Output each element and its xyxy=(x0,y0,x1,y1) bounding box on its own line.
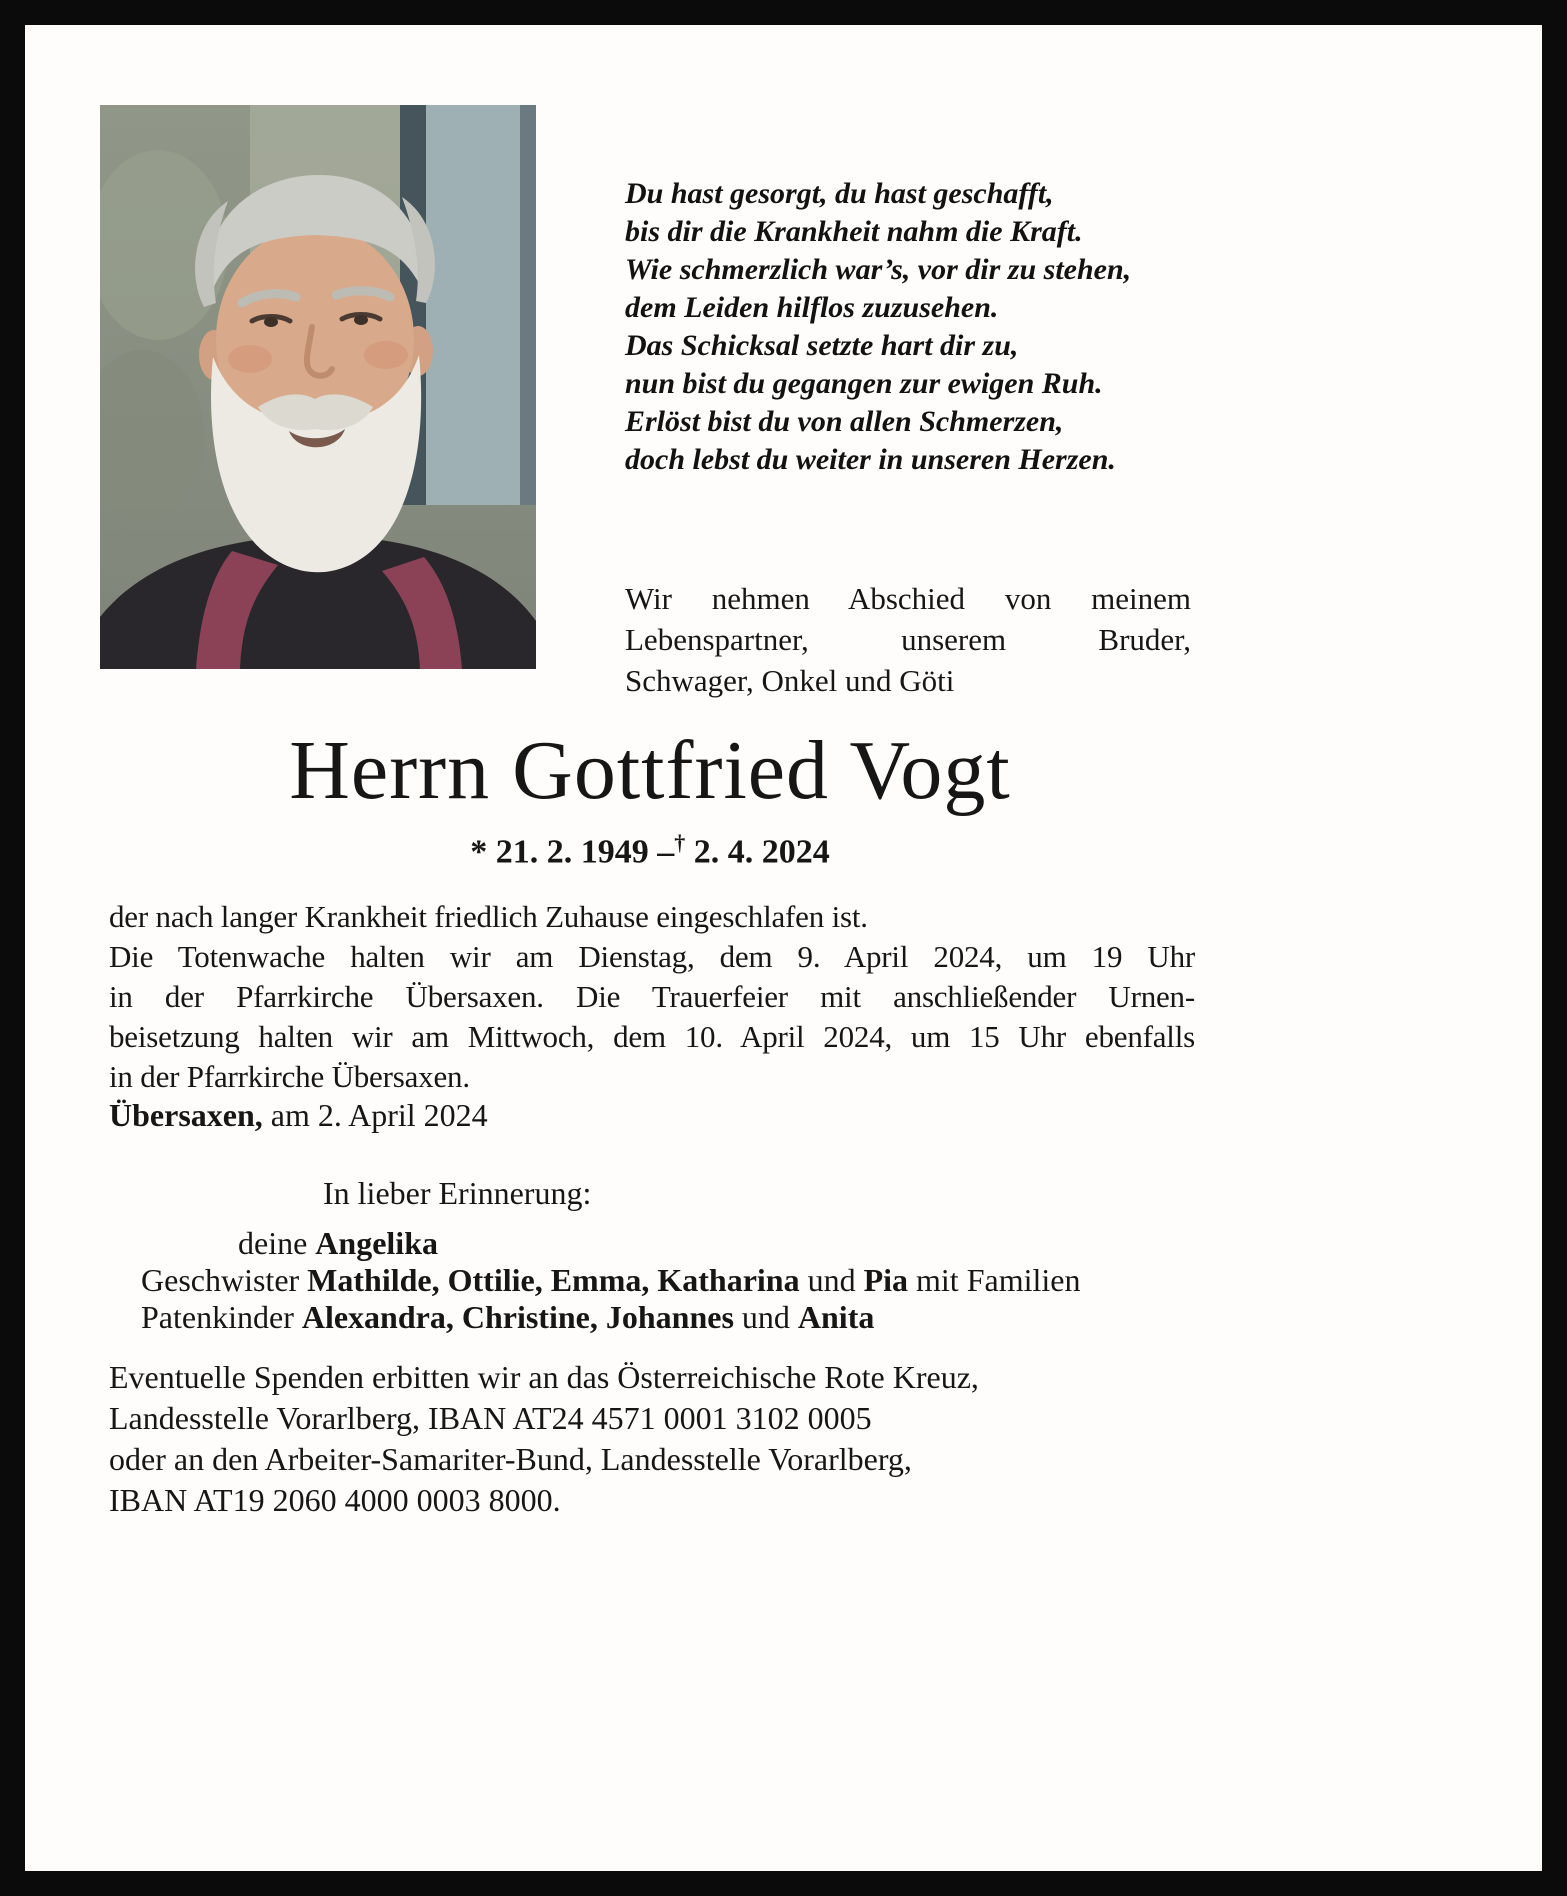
announcement-line: der nach langer Krankheit friedlich Zuhause eingeschlafen ist. xyxy=(109,899,868,934)
donation-line: Eventuelle Spenden erbitten wir an das Österreichische Rote Kreuz, xyxy=(109,1359,979,1395)
announcement-line: in der Pfarrkirche Übersaxen. xyxy=(109,1059,470,1094)
date-text: am 2. April 2024 xyxy=(262,1097,488,1133)
siblings-line xyxy=(141,1262,1080,1299)
poem-line: Erlöst bist du von allen Schmerzen, xyxy=(625,405,1064,438)
life-dates xyxy=(109,830,1191,871)
remembrance-heading: In lieber Erinnerung: xyxy=(323,1175,592,1211)
godchildren-name2: Anita xyxy=(797,1299,875,1335)
godchildren-mid: und xyxy=(733,1299,798,1335)
intro-line: Schwager, Onkel und Göti xyxy=(625,663,955,698)
donation-line: IBAN AT19 2060 4000 0003 8000. xyxy=(109,1482,561,1518)
siblings-suffix: mit Familien xyxy=(908,1262,1081,1298)
godchildren-names: Alexandra, Christine, Johannes xyxy=(301,1299,734,1335)
farewell-intro xyxy=(625,578,1191,701)
siblings-prefix: Geschwister xyxy=(141,1262,308,1298)
date-separator: – xyxy=(657,833,675,871)
dagger-icon: † xyxy=(674,830,686,855)
announcement-line: Die Totenwache halten wir am Dienstag, dem 9. April 2024, um 19 Uhr xyxy=(109,939,1195,974)
memorial-card xyxy=(25,25,1542,1871)
poem-line: Wie schmerzlich war’s, vor dir zu stehen, xyxy=(625,253,1132,286)
poem-line: nun bist du gegangen zur ewigen Ruh. xyxy=(625,367,1103,400)
deceased-name: Herrn Gottfried Vogt xyxy=(289,724,1011,817)
death-date: 2. 4. 2024 xyxy=(693,833,830,871)
memorial-poem xyxy=(625,175,1131,479)
poem-line: Du hast gesorgt, du hast geschafft, xyxy=(625,177,1054,210)
poem-line: dem Leiden hilflos zuzusehen. xyxy=(625,291,999,324)
place-name: Übersaxen, xyxy=(109,1097,263,1133)
birth-date: * 21. 2. 1949 xyxy=(470,833,649,871)
dateline xyxy=(109,1097,488,1134)
intro-line: Wir nehmen Abschied von meinem xyxy=(625,581,1191,616)
siblings-names: Mathilde, Ottilie, Emma, Katharina xyxy=(307,1262,800,1298)
donation-line: oder an den Arbeiter-Samariter-Bund, Landesstelle Vorarlberg, xyxy=(109,1441,912,1477)
siblings-mid: und xyxy=(799,1262,864,1298)
donation-line: Landesstelle Vorarlberg, IBAN AT24 4571 0001 3102 0005 xyxy=(109,1400,872,1436)
poem-line: Das Schicksal setzte hart dir zu, xyxy=(625,329,1019,362)
godchildren-prefix: Patenkinder xyxy=(141,1299,302,1335)
portrait-photo xyxy=(100,105,536,669)
announcement-line: in der Pfarrkirche Übersaxen. Die Trauerfeier mit anschließender Urnen- xyxy=(109,979,1195,1014)
funeral-announcement xyxy=(109,897,1195,1097)
poem-line: bis dir die Krankheit nahm die Kraft. xyxy=(625,215,1083,248)
announcement-line: beisetzung halten wir am Mittwoch, dem 10. April 2024, um 15 Uhr ebenfalls xyxy=(109,1019,1195,1054)
siblings-name2: Pia xyxy=(863,1262,909,1298)
donation-info xyxy=(109,1357,1199,1521)
partner-line xyxy=(238,1225,438,1262)
partner-name: Angelika xyxy=(315,1225,438,1261)
intro-line: Lebenspartner, unserem Bruder, xyxy=(625,622,1191,657)
portrait-illustration xyxy=(100,105,536,669)
godchildren-line xyxy=(141,1299,874,1336)
partner-prefix: deine xyxy=(238,1225,316,1261)
poem-line: doch lebst du weiter in unseren Herzen. xyxy=(625,443,1116,476)
